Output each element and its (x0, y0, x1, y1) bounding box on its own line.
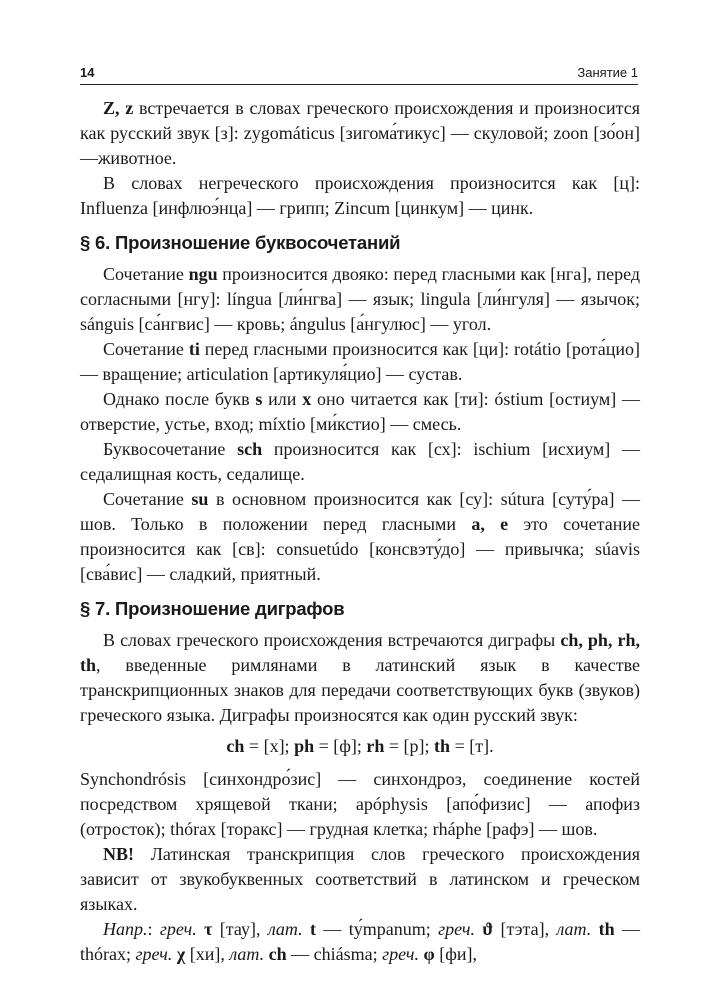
ex-tympanum: — tу́mpanum; (315, 919, 439, 939)
digraphs-paragraph (80, 628, 640, 728)
formula-rh: rh (366, 736, 385, 756)
nb-label: NB! (103, 844, 134, 864)
ae-term: a, e (471, 514, 509, 534)
sch-term: sch (237, 439, 263, 459)
greek-latin-example (80, 917, 640, 967)
ti-text-c: перед гласными произносится как [ци]: rotátio [рота́цио] — вращение; articulation [артикуля́цио] — сустав. (80, 339, 640, 384)
formula-rh-value: = [р]; (384, 736, 435, 756)
su-text-a: Сочетание (103, 489, 192, 509)
ex-tau-name: [тау], (212, 919, 268, 939)
su-text-e: это сочетание произносится как [св]: consuetúdo [консвэту́до] — привычка; súavis [сва́вис] — сладкий, приятный. (80, 514, 640, 584)
ex-phi-name: [фи], (434, 944, 478, 964)
ex-th: th (591, 919, 615, 939)
sch-text-a: Буквосочетание (103, 439, 238, 459)
section-7-heading: § 7. Произношение диграфов (80, 598, 345, 619)
ex-tau: τ (196, 919, 213, 939)
examples-paragraph: Synchondrósis [синхондро́зис] — синхондроз, соединение костей посредством хрящевой ткани; apóphysis [апо́физис] — апофиз (отросток); thórax [торакс] — грудная клетка; rháphe [рафэ] — шов. (80, 769, 640, 839)
sx-text-c: или (262, 389, 303, 409)
s-term: s (255, 389, 263, 409)
ex-colon: : (147, 919, 160, 939)
nb-paragraph (80, 842, 640, 917)
ex-chiasma: — chiásma; (286, 944, 383, 964)
sch-paragraph (80, 437, 640, 487)
formula-ch-value: = [х]; (244, 736, 295, 756)
formula-th-value: = [т]. (450, 736, 494, 756)
ti-paragraph (80, 337, 640, 387)
digraphs-list: ch, ph, rh, th (80, 630, 640, 675)
ex-latin-1: лат. (267, 919, 303, 939)
ti-text-a: Сочетание (103, 339, 189, 359)
formula-th: th (434, 736, 451, 756)
x-term: x (302, 389, 312, 409)
ex-greek-2: греч. (438, 919, 475, 939)
ex-thorax: — thórax; (80, 919, 640, 964)
ex-latin-3: лат. (229, 944, 265, 964)
ngu-paragraph (80, 262, 640, 337)
ex-theta-name: [тэта], (493, 919, 557, 939)
letter-z: Z, z (103, 98, 134, 118)
ngu-text-a: Сочетание (103, 264, 189, 284)
formula-ph: ph (294, 736, 315, 756)
section-6-heading: § 6. Произношение буквосочетаний (80, 232, 401, 253)
ngu-text-c: произносится двояко: перед гласными как [нга], перед согласными [нгу]: língua [ли́нгва] — язык; lingula [ли́нгуля] — язычок; sánguis [са́нгвис] — кровь; ángulus [а́нгулюс] — угол. (80, 264, 640, 334)
ex-phi: φ (418, 944, 435, 964)
ex-ch: ch (264, 944, 287, 964)
z-paragraph-1 (80, 96, 640, 171)
ex-greek-1: греч. (159, 919, 197, 939)
digraph-formula (80, 734, 640, 759)
digraphs-text-a: В словах греческого происхождения встречаются диграфы (103, 630, 561, 650)
sch-text-c: произносится как [сх]: ischium [исхиум] — седалищная кость, седалище. (80, 439, 640, 484)
z-paragraph-2: В словах негреческого происхождения произносится как [ц]: Influenza [инфлюэ́нца] — грипп; Zincum [цинкум] — цинк. (80, 173, 640, 218)
formula-ph-value: = [ф]; (314, 736, 367, 756)
ex-t: t (302, 919, 316, 939)
ngu-term: ngu (188, 264, 218, 284)
ex-greek-3: греч. (135, 944, 173, 964)
s-x-paragraph (80, 387, 640, 437)
su-text-c: в основном произносится как [су]: sútura [суту́ра] — шов. Только в положении перед гласными (80, 489, 640, 534)
z-paragraph-1-text: встречается в словах греческого происхождения и произносится как русский звук [з]: zygomáticus [зигома́тикус] — скуловой; zoon [зо́он] —животное. (80, 98, 640, 168)
ex-napr: Напр. (103, 919, 148, 939)
su-paragraph (80, 487, 640, 587)
page-number: 14 (80, 65, 95, 80)
ex-greek-4: греч. (382, 944, 419, 964)
formula-ch: ch (226, 736, 245, 756)
digraphs-text-c: , введенные римлянами в латинский язык в качестве транскрипционных знаков для передачи соответствующих букв (звуков) греческого языка. Диграфы произносятся как один русский звук: (80, 655, 640, 725)
ex-chi-name: [хи], (185, 944, 230, 964)
sx-text-e: оно читается как [ти]: óstium [остиум] — отверстие, устье, вход; míxtio [ми́кстио] — смесь. (80, 389, 640, 434)
ex-chi: χ (172, 944, 186, 964)
ex-theta: ϑ (474, 919, 494, 939)
page-body (80, 96, 640, 967)
running-header (80, 62, 638, 85)
chapter-title: Занятие 1 (577, 65, 638, 80)
sx-text-a: Однако после букв (103, 389, 256, 409)
su-term: su (191, 489, 209, 509)
ti-term: ti (188, 339, 200, 359)
nb-text: Латинская транскрипция слов греческого происхождения зависит от звукобуквенных соответствий в латинском и греческом языках. (80, 844, 640, 914)
ex-latin-2: лат. (556, 919, 592, 939)
